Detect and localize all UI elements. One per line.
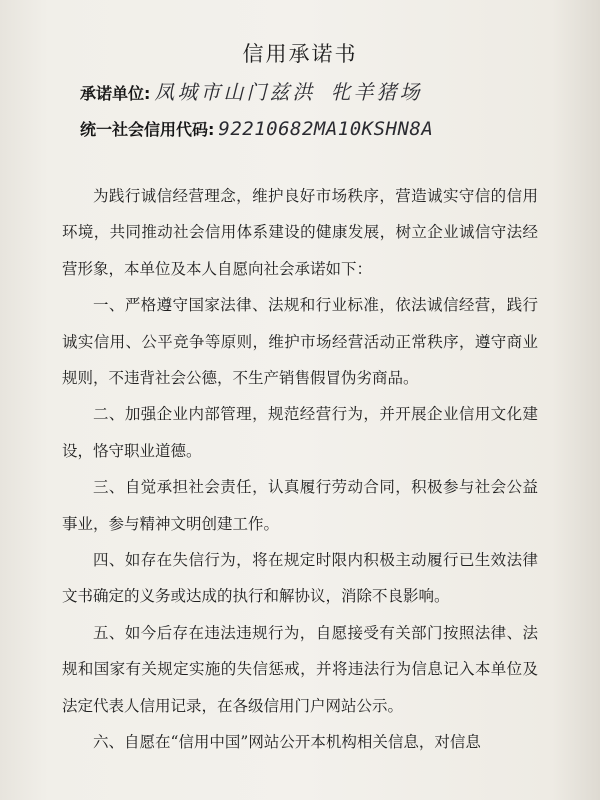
pledge-item-4: 四、如存在失信行为，将在规定时限内积极主动履行已生效法律文书确定的义务或达成的执行和解协议，消除不良影响。 (62, 551, 538, 606)
document-title: 信用承诺书 (242, 42, 358, 66)
credit-code-handwritten-value: 92210682MA10KSHN8A (218, 118, 434, 140)
pledging-unit-handwritten-value: 凤城市山门兹洪 牝羊猪场 (154, 80, 423, 104)
pledge-item-3: 三、自觉承担社会责任，认真履行劳动合同，积极参与社会公益事业，参与精神文明创建工作。 (62, 478, 538, 533)
pledging-unit-field (80, 76, 422, 105)
pledge-item-6: 六、自愿在“信用中国”网站公开本机构相关信息，对信息 (93, 733, 481, 752)
pledge-item-5: 五、如今后存在违法违规行为，自愿接受有关部门按照法律、法规和国家有关规定实施的失信惩戒，并将违法行为信息记入本单位及法定代表人信用记录，在各级信用门户网站公示。 (62, 623, 538, 715)
pledging-unit-label: 承诺单位: (80, 84, 151, 103)
intro-paragraph: 为践行诚信经营理念，维护良好市场秩序，营造诚实守信的信用环境，共同推动社会信用体系建设的健康发展，树立企业诚信守法经营形象，本单位及本人自愿向社会承诺如下： (62, 187, 538, 278)
pledge-item-2: 二、加强企业内部管理，规范经营行为，并开展企业信用文化建设，恪守职业道德。 (62, 405, 538, 460)
credit-code-field (80, 117, 433, 140)
pledge-item-1: 一、严格遵守国家法律、法规和行业标准，依法诚信经营，践行诚实信用、公平竞争等原则，维护市场经营活动正常秩序，遵守商业规则，不违背社会公德，不生产销售假冒伪劣商品。 (62, 296, 538, 388)
credit-code-label: 统一社会信用代码: (80, 120, 215, 139)
document-body (62, 178, 538, 761)
